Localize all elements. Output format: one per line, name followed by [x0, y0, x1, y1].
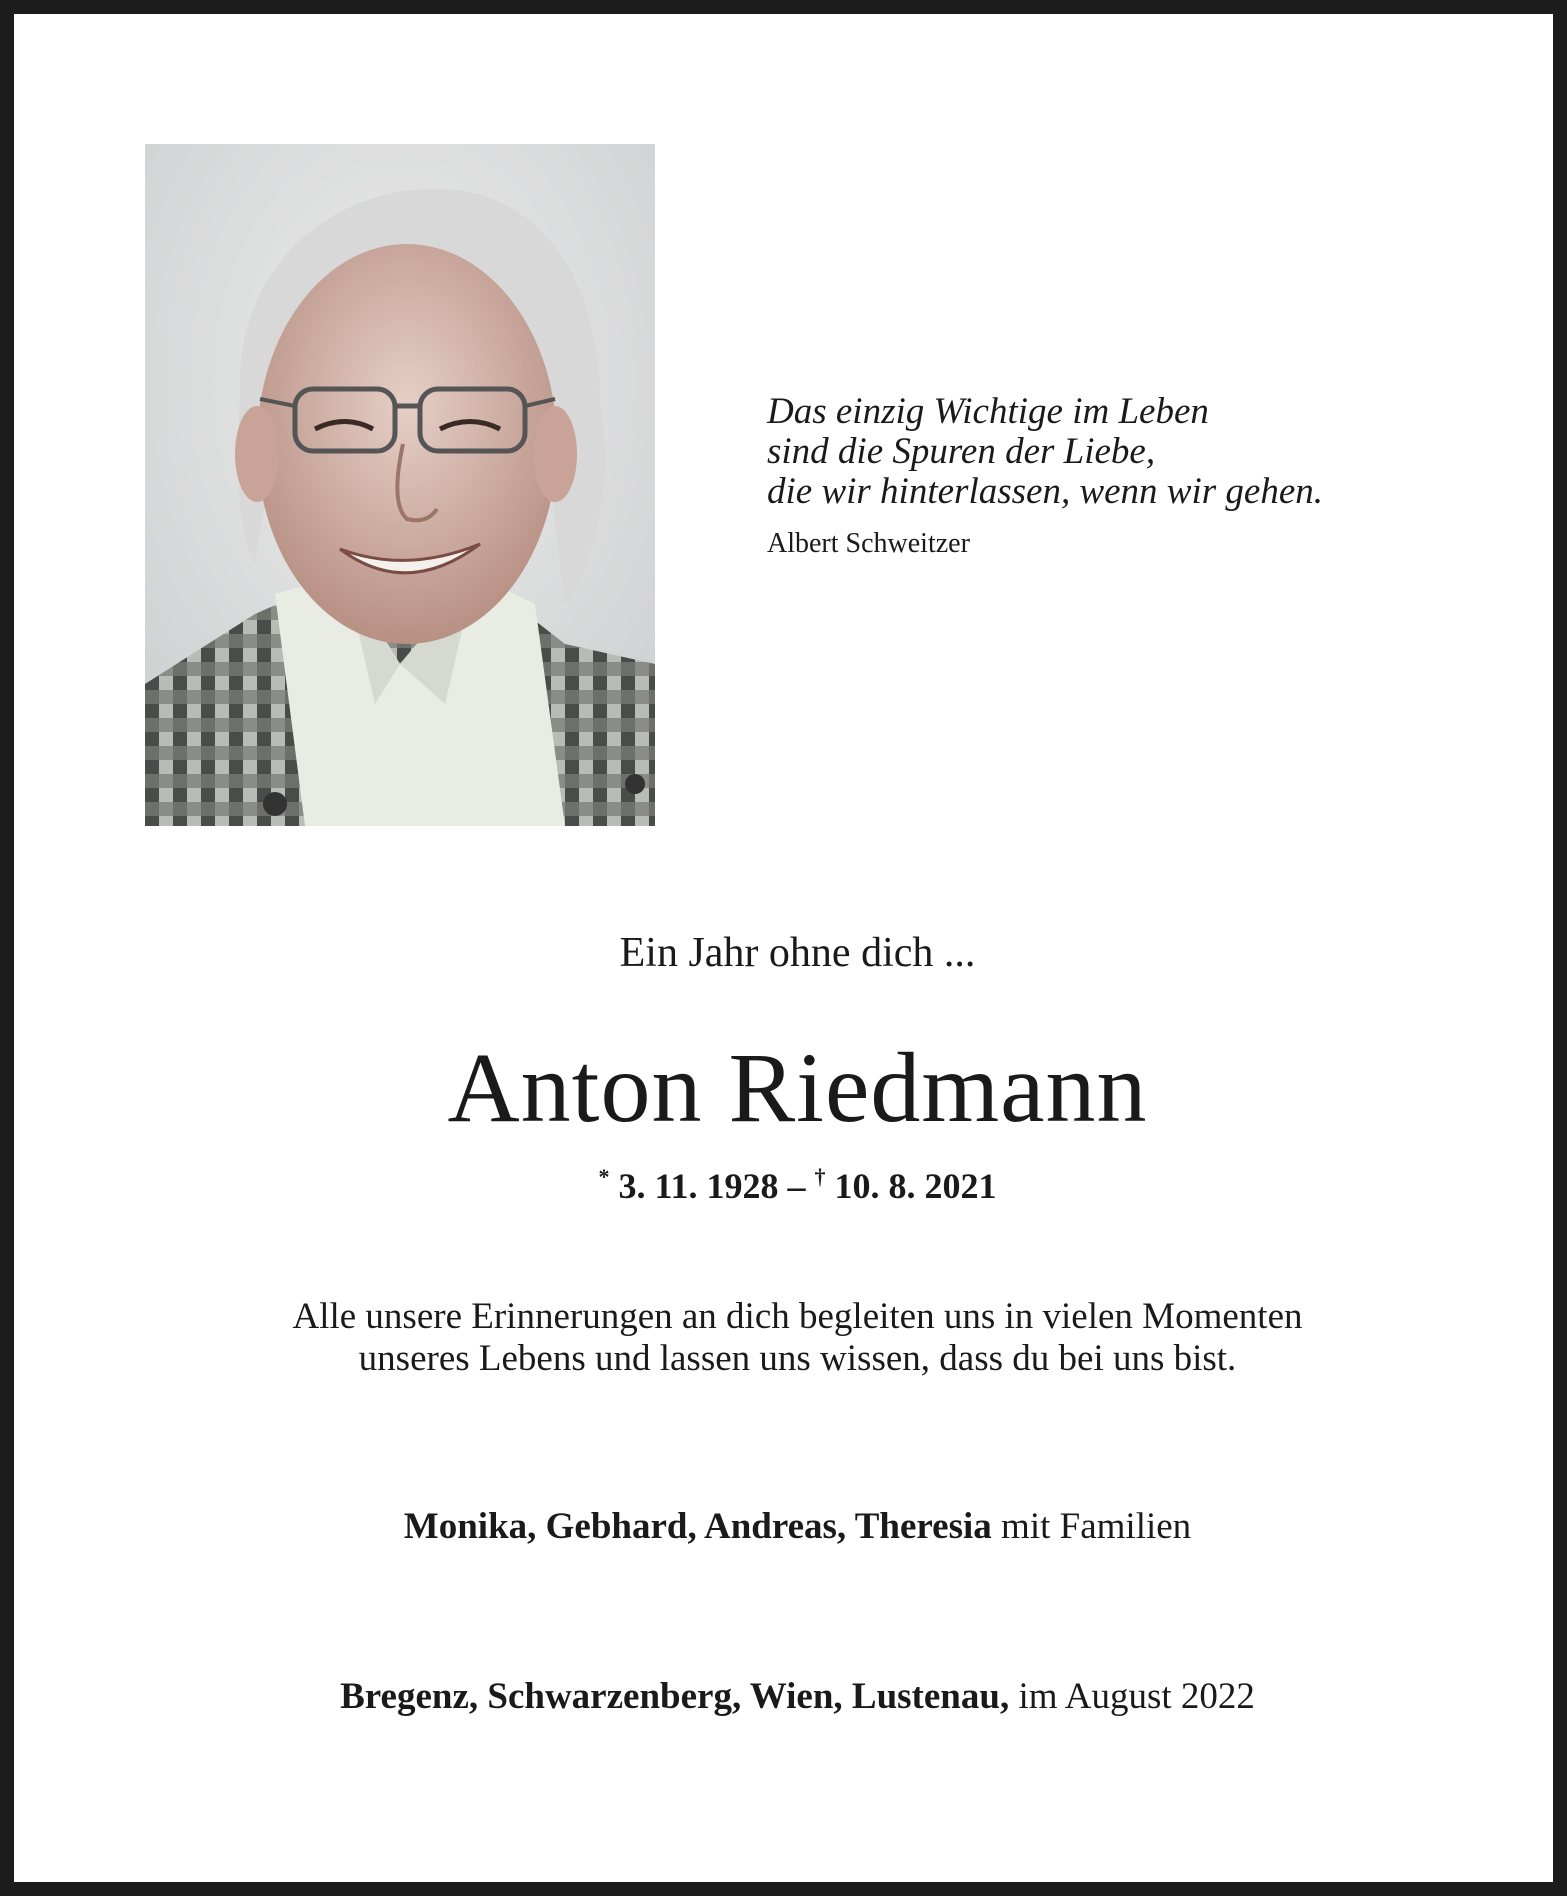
quote-line-1: Das einzig Wichtige im Leben [767, 391, 1209, 432]
deceased-name: Anton Riedmann [447, 1032, 1148, 1143]
family-names: Monika, Gebhard, Andreas, Theresia [403, 1506, 992, 1547]
quote-line-3: die wir hinterlassen, wenn wir gehen. [767, 471, 1323, 512]
life-dates [28, 1154, 1567, 1209]
portrait-photo-icon [145, 144, 655, 826]
memorial-message [28, 1296, 1567, 1380]
place-towns: Bregenz, Schwarzenberg, Wien, Lustenau, [340, 1676, 1010, 1717]
family-signature [28, 1504, 1567, 1550]
quote-line-2: sind die Spuren der Liebe, [767, 431, 1156, 472]
family-suffix: mit Familien [1001, 1506, 1192, 1547]
message-line-1: Alle unsere Erinnerungen an dich begleiten uns in vielen Momenten [292, 1296, 1303, 1337]
portrait-photo [145, 144, 655, 826]
birth-date: 3. 11. 1928 [618, 1166, 779, 1206]
quote-author: Albert Schweitzer [767, 528, 970, 559]
message-line-2: unseres Lebens und lassen uns wissen, dass du bei uns bist. [358, 1338, 1237, 1379]
birth-symbol: * [598, 1164, 610, 1189]
death-date: 10. 8. 2021 [834, 1166, 997, 1206]
place-date [28, 1674, 1567, 1720]
intro-text: Ein Jahr ohne dich ... [619, 930, 976, 976]
quote-block [767, 392, 1467, 562]
place-date-text: im August 2022 [1018, 1676, 1255, 1717]
date-separator: – [787, 1166, 806, 1206]
death-symbol: † [814, 1164, 826, 1189]
